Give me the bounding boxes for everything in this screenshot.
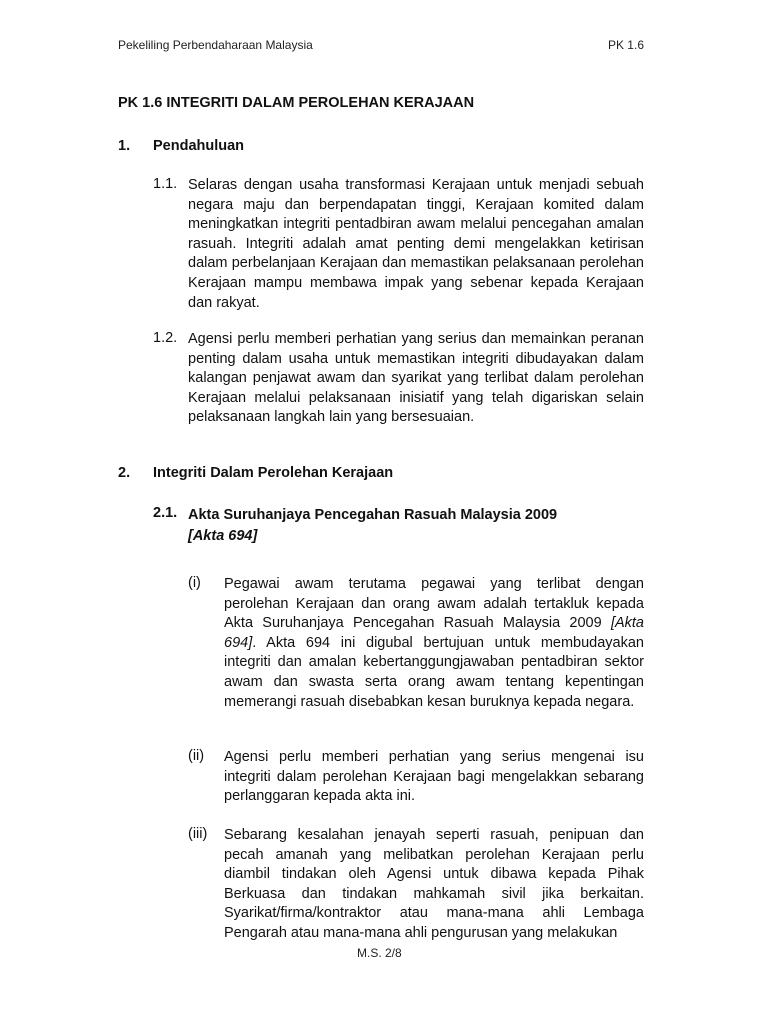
item-i-text-b: . Akta 694 ini digubal bertujuan untuk membudayakan integriti dan amalan kebertanggungjawaban pentadbiran sektor awam dan swasta serta orang awam tentang kepentingan memerangi rasuah disebabkan kesan buruknya kepada negara.	[224, 634, 644, 710]
section-1-title: Pendahuluan	[153, 138, 245, 154]
running-header-code: PK 1.6	[607, 38, 644, 52]
subsection-2-1-title	[188, 505, 644, 547]
subsection-2-1-title-main: Akta Suruhanjaya Pencegahan Rasuah Malaysia 2009	[188, 507, 558, 523]
page-number: M.S. 2/8	[357, 946, 402, 960]
paragraph-1-1-text: Selaras dengan usaha transformasi Kerajaan untuk menjadi sebuah negara maju dan berpendapatan tinggi, Kerajaan komited dalam meningkatkan integriti pentadbiran awam melalui pencegahan amalan rasuah. Integriti adalah amat penting demi mengelakkan ketirisan dalam perbelanjaan Kerajaan dan memastikan pelaksanaan perolehan Kerajaan mampu membawa impak yang sebenar kepada Kerajaan dan rakyat.	[188, 177, 644, 311]
paragraph-1-1-number: 1.1.	[153, 176, 178, 192]
item-ii-text: Agensi perlu memberi perhatian yang serius mengenai isu integriti dalam perolehan Kerajaan bagi mengelakkan sebarang perlanggaran kepada akta ini.	[224, 749, 644, 805]
paragraph-1-2-number: 1.2.	[153, 330, 178, 346]
running-header-title: Pekeliling Perbendaharaan Malaysia	[118, 38, 313, 52]
item-ii-number: (ii)	[188, 748, 205, 764]
item-i-text	[224, 575, 644, 712]
subsection-2-1-number: 2.1.	[153, 505, 178, 521]
item-i-text-act: [Akta 694]	[224, 615, 644, 651]
paragraph-1-2-text: Agensi perlu memberi perhatian yang serius dan memainkan peranan penting dalam usaha untuk memastikan integriti dibudayakan dalam kalangan penjawat awam dan syarikat yang terlibat dalam perolehan Kerajaan melalui pelaksanaan inisiatif yang telah digariskan selain pelaksanaan langkah lain yang bersesuaian.	[188, 331, 644, 426]
section-2-title: Integriti Dalam Perolehan Kerajaan	[153, 465, 394, 481]
document-title: PK 1.6 INTEGRITI DALAM PEROLEHAN KERAJAAN	[118, 95, 475, 111]
item-i-text-a: Pegawai awam terutama pegawai yang terlibat dengan perolehan Kerajaan dan orang awam adalah tertakluk kepada Akta Suruhanjaya Pencegahan Rasuah Malaysia 2009	[224, 576, 644, 632]
subsection-2-1-title-act: [Akta 694]	[188, 528, 258, 544]
item-i-number: (i)	[188, 575, 201, 591]
item-iii-text: Sebarang kesalahan jenayah seperti rasuah, penipuan dan pecah amanah yang melibatkan perolehan Kerajaan perlu diambil tindakan oleh Agensi untuk dibawa kepada Pihak Berkuasa dan tindakan mahkamah sivil jika berkaitan. Syarikat/firma/kontraktor atau mana-mana ahli Lembaga Pengarah atau mana-mana ahli pengurusan yang melakukan	[224, 827, 644, 941]
section-1-number: 1.	[118, 138, 131, 154]
section-2-number: 2.	[118, 465, 131, 481]
item-iii-number: (iii)	[188, 826, 208, 842]
